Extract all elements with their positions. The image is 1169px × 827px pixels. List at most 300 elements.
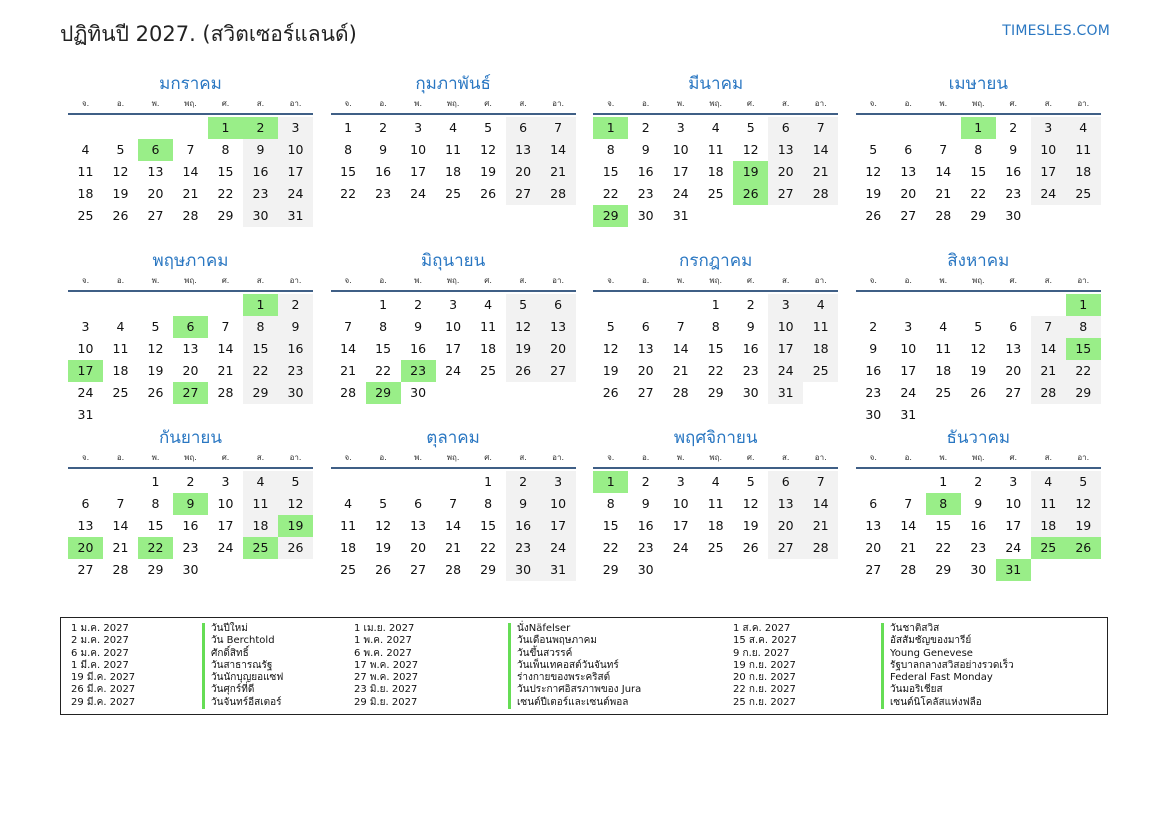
day-cell: 16 [410, 341, 427, 356]
day-cell: 10 [1005, 496, 1022, 511]
holiday-date: 17 พ.ค. 2027 [354, 659, 419, 671]
day-cell: 8 [221, 142, 230, 157]
day-cell: 2 [186, 474, 195, 489]
day-cell: 10 [672, 142, 689, 157]
weekday-header [331, 450, 576, 469]
day-cell: 9 [746, 319, 755, 334]
day-cell: 31 [900, 407, 917, 422]
empty-cell [366, 471, 401, 493]
day-cell: 25 [935, 385, 952, 400]
day-cell: 7 [939, 142, 948, 157]
day-cell: 30 [865, 407, 882, 422]
month-block [331, 249, 576, 417]
day-cell: 12 [147, 341, 164, 356]
weekday-header [68, 273, 313, 292]
day-cell: 27 [410, 562, 427, 577]
day-cell: 15 [147, 518, 164, 533]
holiday-day-cell: 25 [1031, 537, 1066, 559]
day-cell: 9 [379, 142, 388, 157]
day-cell: 16 [506, 515, 541, 537]
holiday-day-cell: 1 [1066, 294, 1101, 316]
day-cell: 21 [935, 186, 952, 201]
day-cell: 5 [746, 474, 755, 489]
day-cell: 12 [112, 164, 129, 179]
day-cell: 7 [344, 319, 353, 334]
day-cell: 8 [1066, 316, 1101, 338]
day-cell: 30 [1005, 208, 1022, 223]
day-cell: 3 [414, 120, 423, 135]
day-cell: 22 [970, 186, 987, 201]
weekday-label: ศ. [484, 453, 492, 462]
weekday-label: พ. [676, 453, 685, 462]
weekday-label: พ. [939, 99, 948, 108]
holiday-day-cell: 31 [996, 559, 1031, 581]
holiday-date: 6 ม.ค. 2027 [71, 647, 129, 659]
day-cell: 3 [449, 297, 458, 312]
month-block [593, 249, 838, 417]
holiday-day-cell: 1 [208, 117, 243, 139]
weekday-label: อ. [116, 276, 125, 285]
day-cell: 18 [445, 164, 462, 179]
holiday-day-cell: 25 [243, 537, 278, 559]
month-name: พฤษภาคม [152, 251, 229, 271]
weekday-label: อา. [1077, 453, 1090, 462]
holiday-name: นั่งNäfelser [508, 623, 570, 635]
holiday-day-cell: 1 [243, 294, 278, 316]
weekday-label: พฤ. [971, 453, 985, 462]
day-cell: 16 [243, 161, 278, 183]
holiday-day-cell: 27 [173, 382, 208, 404]
holiday-name: วันจันทร์อีสเตอร์ [202, 697, 282, 709]
day-cell: 22 [602, 186, 619, 201]
day-cell: 14 [182, 164, 199, 179]
day-cell: 14 [672, 341, 689, 356]
day-cell: 1 [151, 474, 160, 489]
holiday-name: วันขึ้นสวรรค์ [508, 648, 572, 660]
month-name: กันยายน [158, 428, 222, 448]
weekday-label: พฤ. [446, 99, 460, 108]
holiday-name: Federal Fast Monday [881, 672, 993, 684]
holiday-name: ศักดิ์สิทธิ์ [202, 648, 249, 660]
day-cell: 13 [147, 164, 164, 179]
day-cell: 25 [707, 540, 724, 555]
day-cell: 25 [1066, 183, 1101, 205]
day-cell: 4 [449, 120, 458, 135]
day-cell: 14 [803, 493, 838, 515]
days-grid [593, 117, 838, 227]
day-cell: 2 [641, 120, 650, 135]
days-grid [856, 471, 1101, 581]
day-cell: 24 [1031, 183, 1066, 205]
day-cell: 23 [278, 360, 313, 382]
holiday-date: 23 มิ.ย. 2027 [354, 684, 418, 696]
day-cell: 3 [221, 474, 230, 489]
weekday-label: อ. [379, 453, 387, 462]
holiday-day-cell: 15 [1066, 338, 1101, 360]
holiday-name: วันมอริเชียส [881, 684, 943, 696]
day-cell: 8 [151, 496, 160, 511]
holiday-date: 6 พ.ค. 2027 [354, 647, 412, 659]
day-cell: 8 [379, 319, 388, 334]
day-cell: 15 [480, 518, 497, 533]
day-cell: 13 [900, 164, 917, 179]
weekday-label: ศ. [1009, 99, 1018, 108]
day-cell: 14 [112, 518, 129, 533]
day-cell: 8 [606, 142, 615, 157]
day-cell: 13 [182, 341, 199, 356]
day-cell: 30 [182, 562, 199, 577]
holiday-name: วันชาติสวิส [881, 623, 939, 635]
day-cell: 11 [707, 142, 724, 157]
day-cell: 15 [935, 518, 952, 533]
day-cell: 15 [602, 518, 619, 533]
day-cell: 20 [1005, 363, 1022, 378]
day-cell: 9 [506, 493, 541, 515]
day-cell: 29 [707, 385, 724, 400]
day-cell: 1 [484, 474, 493, 489]
weekday-label: พ. [676, 276, 685, 285]
day-cell: 20 [541, 338, 576, 360]
day-cell: 12 [480, 142, 497, 157]
weekday-label: พฤ. [184, 453, 197, 462]
day-cell: 17 [672, 164, 689, 179]
weekday-label: อ. [379, 276, 387, 285]
holiday-date: 1 พ.ค. 2027 [354, 635, 412, 647]
day-cell: 1 [939, 474, 948, 489]
day-cell: 24 [672, 186, 689, 201]
day-cell: 21 [803, 515, 838, 537]
weekday-label: ส. [519, 99, 527, 108]
day-cell: 7 [1031, 316, 1066, 338]
days-grid [856, 117, 1101, 227]
day-cell: 20 [768, 515, 803, 537]
day-cell: 27 [637, 385, 654, 400]
day-cell: 17 [768, 338, 803, 360]
day-cell: 5 [746, 120, 755, 135]
day-cell: 11 [803, 316, 838, 338]
day-cell: 6 [1009, 319, 1018, 334]
month-name: พฤศจิกายน [673, 428, 758, 448]
day-cell: 21 [672, 363, 689, 378]
weekday-header [856, 273, 1101, 292]
day-cell: 23 [637, 186, 654, 201]
holiday-date: 29 มี.ค. 2027 [71, 696, 136, 708]
day-cell: 15 [602, 164, 619, 179]
day-cell: 23 [637, 540, 654, 555]
holiday-date: 2 ม.ค. 2027 [71, 635, 129, 647]
days-grid [593, 294, 838, 404]
day-cell: 28 [217, 385, 234, 400]
day-cell: 19 [375, 540, 392, 555]
day-cell: 14 [217, 341, 234, 356]
day-cell: 28 [900, 562, 917, 577]
day-cell: 15 [340, 164, 357, 179]
holiday-date: 1 ส.ค. 2027 [733, 623, 791, 634]
holiday-name: เซนต์นิโคลัสแห่งฟลือ [881, 697, 982, 709]
holiday-date: 9 ก.ย. 2027 [733, 647, 790, 659]
day-cell: 26 [506, 360, 541, 382]
day-cell: 12 [970, 341, 987, 356]
days-grid [331, 471, 576, 581]
day-cell: 14 [445, 518, 462, 533]
weekday-label: พฤ. [971, 276, 985, 285]
day-cell: 19 [602, 363, 619, 378]
days-grid [331, 117, 576, 205]
weekday-label: จ. [81, 453, 90, 462]
day-cell: 18 [707, 518, 724, 533]
day-cell: 19 [1066, 515, 1101, 537]
day-cell: 3 [676, 120, 685, 135]
day-cell: 24 [768, 360, 803, 382]
day-cell: 16 [1005, 164, 1022, 179]
holiday-name: ร่างกายของพระคริสต์ [508, 672, 610, 684]
day-cell: 13 [768, 139, 803, 161]
weekday-label: ส. [256, 99, 265, 108]
day-cell: 11 [935, 341, 952, 356]
holiday-date: 25 ก.ย. 2027 [733, 696, 796, 708]
weekday-label: ศ. [484, 276, 492, 285]
day-cell: 21 [182, 186, 199, 201]
weekday-label: พฤ. [709, 276, 723, 285]
day-cell: 1 [344, 120, 353, 135]
holiday-date: 22 ก.ย. 2027 [733, 684, 796, 696]
weekday-label: พฤ. [709, 99, 723, 108]
day-cell: 6 [768, 471, 803, 493]
holiday-name: วันศุกร์ที่ดี [202, 684, 254, 696]
day-cell: 11 [1031, 493, 1066, 515]
day-cell: 10 [217, 496, 234, 511]
empty-cell [401, 471, 436, 493]
empty-cell [208, 294, 243, 316]
days-grid [68, 471, 313, 581]
day-cell: 16 [375, 164, 392, 179]
day-cell: 17 [445, 341, 462, 356]
day-cell: 26 [480, 186, 497, 201]
day-cell: 11 [340, 518, 357, 533]
day-cell: 21 [803, 161, 838, 183]
day-cell: 15 [970, 164, 987, 179]
day-cell: 2 [869, 319, 878, 334]
weekday-label: พ. [414, 453, 422, 462]
day-cell: 4 [1031, 471, 1066, 493]
holiday-date: 19 ก.ย. 2027 [733, 659, 796, 671]
weekday-label: ศ. [746, 453, 755, 462]
holiday-day-cell: 19 [733, 161, 768, 183]
empty-cell [891, 117, 926, 139]
holiday-date: 1 ม.ค. 2027 [71, 623, 129, 634]
weekday-label: อา. [814, 99, 827, 108]
weekday-header [856, 96, 1101, 115]
day-cell: 29 [217, 208, 234, 223]
day-cell: 11 [445, 142, 462, 157]
month-block [331, 426, 576, 594]
day-cell: 19 [147, 363, 164, 378]
empty-cell [138, 294, 173, 316]
day-cell: 30 [278, 382, 313, 404]
weekday-label: จ. [344, 99, 352, 108]
day-cell: 29 [147, 562, 164, 577]
month-block [856, 426, 1101, 594]
holiday-day-cell: 2 [243, 117, 278, 139]
day-cell: 26 [112, 208, 129, 223]
day-cell: 29 [480, 562, 497, 577]
day-cell: 17 [900, 363, 917, 378]
day-cell: 2 [506, 471, 541, 493]
day-cell: 6 [641, 319, 650, 334]
day-cell: 17 [1005, 518, 1022, 533]
day-cell: 9 [278, 316, 313, 338]
day-cell: 21 [217, 363, 234, 378]
day-cell: 12 [1066, 493, 1101, 515]
day-cell: 8 [974, 142, 983, 157]
day-cell: 19 [742, 518, 759, 533]
day-cell: 22 [707, 363, 724, 378]
day-cell: 27 [147, 208, 164, 223]
weekday-label: ศ. [1009, 453, 1018, 462]
weekday-label: จ. [607, 99, 615, 108]
weekday-header [593, 450, 838, 469]
day-cell: 27 [768, 183, 803, 205]
weekday-label: จ. [869, 99, 877, 108]
empty-cell [926, 117, 961, 139]
day-cell: 28 [182, 208, 199, 223]
day-cell: 11 [243, 493, 278, 515]
day-cell: 1 [379, 297, 388, 312]
day-cell: 9 [641, 496, 650, 511]
day-cell: 30 [637, 208, 654, 223]
day-cell: 7 [221, 319, 230, 334]
day-cell: 20 [768, 161, 803, 183]
day-cell: 27 [77, 562, 94, 577]
day-cell: 17 [672, 518, 689, 533]
month-name: สิงหาคม [947, 251, 1010, 271]
empty-cell [103, 471, 138, 493]
weekday-label: ส. [519, 276, 527, 285]
days-grid [331, 294, 576, 404]
day-cell: 20 [900, 186, 917, 201]
month-block [68, 72, 313, 240]
day-cell: 7 [676, 319, 685, 334]
weekday-label: ศ. [1009, 276, 1018, 285]
weekday-label: อา. [552, 276, 565, 285]
weekday-label: ส. [1044, 99, 1052, 108]
day-cell: 17 [541, 515, 576, 537]
weekday-label: พฤ. [971, 99, 985, 108]
day-cell: 18 [803, 338, 838, 360]
weekday-label: จ. [607, 453, 615, 462]
day-cell: 10 [672, 496, 689, 511]
empty-cell [891, 471, 926, 493]
holiday-name: วันปีใหม่ [202, 623, 248, 635]
day-cell: 27 [768, 537, 803, 559]
month-name: กุมภาพันธ์ [415, 74, 491, 94]
weekday-label: พ. [414, 276, 422, 285]
day-cell: 5 [1066, 471, 1101, 493]
day-cell: 14 [541, 139, 576, 161]
day-cell: 12 [865, 164, 882, 179]
day-cell: 7 [803, 471, 838, 493]
day-cell: 20 [410, 540, 427, 555]
day-cell: 4 [939, 319, 948, 334]
empty-cell [173, 117, 208, 139]
weekday-label: ส. [781, 276, 790, 285]
weekday-label: พ. [676, 99, 685, 108]
day-cell: 30 [410, 385, 427, 400]
weekday-label: ส. [1044, 276, 1052, 285]
weekday-header [593, 96, 838, 115]
weekday-header [856, 450, 1101, 469]
day-cell: 2 [641, 474, 650, 489]
day-cell: 22 [480, 540, 497, 555]
day-cell: 16 [182, 518, 199, 533]
day-cell: 18 [707, 164, 724, 179]
weekday-label: พ. [151, 453, 160, 462]
holiday-date: 15 ส.ค. 2027 [733, 635, 797, 647]
weekday-label: พฤ. [446, 276, 460, 285]
holiday-day-cell: 20 [68, 537, 103, 559]
day-cell: 23 [375, 186, 392, 201]
day-cell: 25 [803, 360, 838, 382]
month-block [593, 426, 838, 594]
day-cell: 27 [900, 208, 917, 223]
day-cell: 21 [340, 363, 357, 378]
day-cell: 25 [707, 186, 724, 201]
weekday-label: ส. [781, 99, 790, 108]
day-cell: 30 [506, 559, 541, 581]
day-cell: 22 [602, 540, 619, 555]
month-block [68, 249, 313, 422]
weekday-label: จ. [81, 99, 90, 108]
weekday-label: ส. [781, 453, 790, 462]
day-cell: 4 [243, 471, 278, 493]
weekday-label: พ. [939, 276, 948, 285]
weekday-label: จ. [81, 276, 90, 285]
day-cell: 24 [217, 540, 234, 555]
holiday-day-cell: 8 [926, 493, 961, 515]
day-cell: 19 [506, 338, 541, 360]
empty-cell [593, 294, 628, 316]
days-grid [856, 294, 1101, 426]
weekday-label: อา. [552, 453, 565, 462]
weekday-label: พฤ. [184, 276, 197, 285]
day-cell: 16 [637, 518, 654, 533]
day-cell: 2 [278, 294, 313, 316]
weekday-label: ศ. [746, 276, 755, 285]
day-cell: 3 [904, 319, 913, 334]
day-cell: 12 [278, 493, 313, 515]
holiday-date: 1 เม.ย. 2027 [354, 623, 415, 634]
holiday-day-cell: 23 [401, 360, 436, 382]
day-cell: 7 [803, 117, 838, 139]
day-cell: 7 [116, 496, 125, 511]
month-block [331, 72, 576, 240]
day-cell: 5 [484, 120, 493, 135]
weekday-label: พฤ. [446, 453, 460, 462]
empty-cell [663, 294, 698, 316]
day-cell: 29 [935, 562, 952, 577]
weekday-header [68, 450, 313, 469]
holiday-date: 20 ก.ย. 2027 [733, 672, 796, 684]
weekday-label: อา. [1077, 99, 1090, 108]
site-logo-text[interactable]: TIMESLES.COM [1002, 23, 1110, 39]
day-cell: 18 [77, 186, 94, 201]
day-cell: 27 [1005, 385, 1022, 400]
weekday-header [593, 273, 838, 292]
day-cell: 13 [637, 341, 654, 356]
month-block [856, 72, 1101, 240]
day-cell: 2 [746, 297, 755, 312]
holiday-date: 27 พ.ค. 2027 [354, 672, 419, 684]
